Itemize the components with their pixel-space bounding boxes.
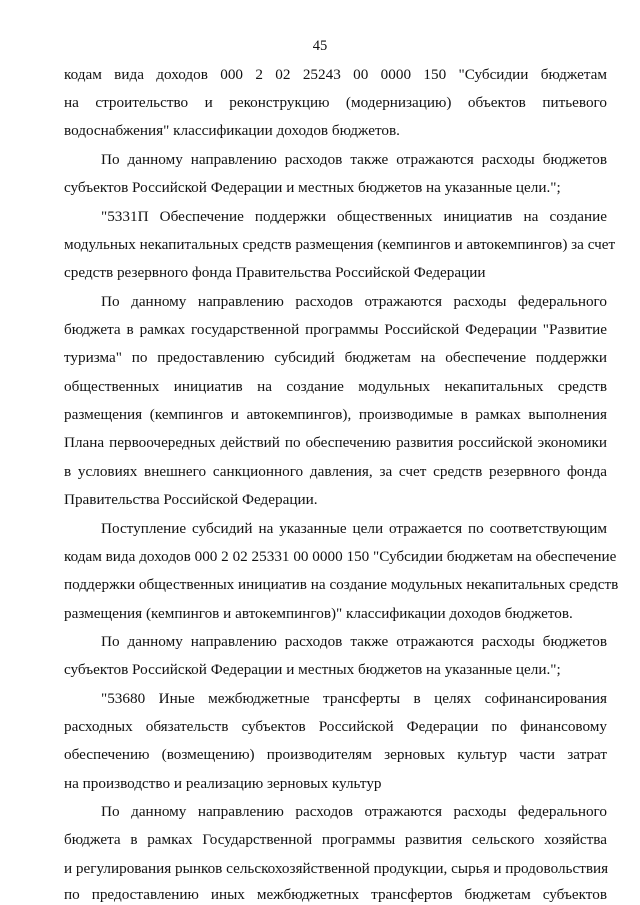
text-line: субъектов Российской Федерации и местных бюджетов на указанные цели."; (64, 661, 561, 678)
text-line: Правительства Российской Федерации. (64, 491, 318, 508)
text-line: обеспечению (возмещению) производителям зерновых культур части затрат (64, 746, 607, 763)
text-line: и регулирования рынков сельскохозяйственной продукции, сырья и продовольствия (64, 860, 609, 877)
text-line: По данному направлению расходов отражаются расходы федерального (101, 293, 607, 310)
text-line: на строительство и реконструкцию (модернизацию) объектов питьевого (64, 94, 607, 111)
text-line: По данному направлению расходов также отражаются расходы бюджетов (101, 633, 607, 650)
text-line: субъектов Российской Федерации и местных бюджетов на указанные цели."; (64, 179, 561, 196)
text-line: размещения (кемпингов и автокемпингов), производимые в рамках выполнения (64, 406, 607, 423)
text-line: общественных инициатив на создание модульных некапитальных средств (64, 378, 607, 395)
text-line: размещения (кемпингов и автокемпингов)" классификации доходов бюджетов. (64, 605, 573, 622)
text-line: кодам вида доходов 000 2 02 25243 00 0000 150 "Субсидии бюджетам (64, 66, 607, 83)
text-line: "53680 Иные межбюджетные трансферты в целях софинансирования (101, 690, 607, 707)
text-line: в условиях внешнего санкционного давления, за счет средств резервного фонда (64, 463, 607, 480)
text-line: кодам вида доходов 000 2 02 25331 00 0000 150 "Субсидии бюджетам на обеспечение (64, 548, 617, 565)
text-line: бюджета в рамках Государственной программы развития сельского хозяйства (64, 831, 607, 848)
text-line: туризма" по предоставлению субсидий бюджетам на обеспечение поддержки (64, 349, 607, 366)
page-number: 45 (312, 38, 328, 54)
text-line: модульных некапитальных средств размещения (кемпингов и автокемпингов) за счет (64, 236, 616, 253)
text-line: бюджета в рамках государственной программы Российской Федерации "Развитие (64, 321, 607, 338)
text-line: Поступление субсидий на указанные цели отражается по соответствующим (101, 520, 607, 537)
text-line: поддержки общественных инициатив на создание модульных некапитальных средств (64, 576, 619, 593)
text-line: По данному направлению расходов также отражаются расходы бюджетов (101, 151, 607, 168)
text-line: водоснабжения" классификации доходов бюджетов. (64, 122, 400, 139)
text-line: "5331П Обеспечение поддержки общественных инициатив на создание (101, 208, 607, 225)
text-line: на производство и реализацию зерновых культур (64, 775, 382, 792)
text-line: Плана первоочередных действий по обеспечению развития российской экономики (64, 434, 607, 451)
text-line: По данному направлению расходов отражаются расходы федерального (101, 803, 607, 820)
text-line: средств резервного фонда Правительства Российской Федерации (64, 264, 486, 281)
text-line: по предоставлению иных межбюджетных трансфертов бюджетам субъектов (64, 886, 607, 903)
text-line: расходных обязательств субъектов Российской Федерации по финансовому (64, 718, 607, 735)
